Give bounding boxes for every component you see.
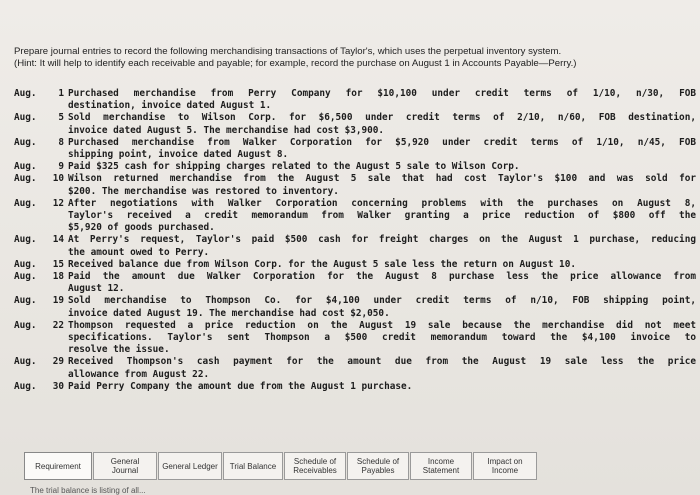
- transactions-list: [14, 88, 696, 393]
- transaction-month: Aug.: [14, 258, 37, 270]
- transaction-line: $5,920 of goods purchased.: [68, 222, 215, 234]
- tab-trial-balance[interactable]: Trial Balance: [223, 452, 283, 480]
- transaction-day: 10: [52, 173, 64, 185]
- transaction-month: Aug.: [14, 197, 37, 209]
- transaction-text: [68, 198, 696, 235]
- tab-income-statement[interactable]: Income Statement: [410, 452, 472, 480]
- transaction-item: [14, 173, 696, 197]
- transaction-text: [68, 320, 696, 357]
- transaction-item: [14, 137, 696, 161]
- transaction-month: Aug.: [14, 161, 37, 173]
- transaction-line: Received balance due from Wilson Corp. for the August 5 sale less the return on August 10.: [68, 258, 576, 270]
- transaction-day: 9: [58, 161, 64, 173]
- transaction-item: [14, 356, 696, 380]
- transaction-item: [14, 234, 696, 258]
- transaction-line: shipping point, invoice dated August 8.: [68, 149, 289, 161]
- transaction-month: Aug.: [14, 112, 37, 124]
- transaction-item: [14, 88, 696, 112]
- transaction-line: invoice dated August 5. The merchandise had cost $3,900.: [68, 124, 385, 136]
- transaction-line: Purchased merchandise from Walker Corporation for $5,920 under credit terms of 1/10, n/45, FOB: [68, 136, 696, 148]
- tab-general-ledger[interactable]: General Ledger: [158, 452, 222, 480]
- instructions-line-2: (Hint: It will help to identify each receivable and payable; for example, record the purchase on August 1 in Accounts Payable—Perry.): [14, 58, 577, 69]
- transaction-text: [68, 381, 696, 393]
- transaction-text: [68, 112, 696, 136]
- transaction-line: Paid Perry Company the amount due from the August 1 purchase.: [68, 380, 413, 392]
- transaction-line: Sold merchandise to Wilson Corp. for $6,500 under credit terms of 2/10, n/60, FOB destination,: [68, 112, 696, 124]
- transaction-text: [68, 271, 696, 295]
- footer-text: The trial balance is listing of all...: [30, 486, 146, 495]
- transaction-line: Taylor's received a credit memorandum from Walker granting a price reduction of $800 off the: [68, 210, 696, 222]
- transaction-item: [14, 198, 696, 235]
- transaction-line: Paid $325 cash for shipping charges related to the August 5 sale to Wilson Corp.: [68, 161, 520, 173]
- transaction-month: Aug.: [14, 136, 37, 148]
- transaction-line: Thompson requested a price reduction on the August 19 sale because the merchandise did not meet: [68, 319, 696, 331]
- transaction-day: 8: [58, 136, 64, 148]
- transaction-text: [68, 259, 696, 271]
- transaction-line: the amount owed to Perry.: [68, 246, 210, 258]
- tab-impact-on-income[interactable]: Impact on Income: [473, 452, 537, 480]
- transaction-line: After negotiations with Walker Corporation concerning problems with the purchases on August 8,: [68, 197, 696, 209]
- transaction-day: 19: [52, 295, 64, 307]
- transaction-text: [68, 161, 696, 173]
- tab-requirement[interactable]: Requirement: [24, 452, 92, 480]
- transaction-item: [14, 259, 696, 271]
- transaction-item: [14, 271, 696, 295]
- transaction-month: Aug.: [14, 319, 37, 331]
- transaction-month: Aug.: [14, 356, 37, 368]
- transaction-item: [14, 112, 696, 136]
- transaction-day: 1: [58, 88, 64, 99]
- transaction-line: Paid the amount due Walker Corporation for the August 8 purchase less the price allowance from: [68, 271, 696, 283]
- transaction-day: 5: [58, 112, 64, 124]
- transaction-text: [68, 356, 696, 380]
- transaction-day: 15: [52, 258, 64, 270]
- transaction-line: Wilson returned merchandise from the August 5 sale that had cost Taylor's $100 and was sold for: [68, 173, 696, 185]
- transaction-text: [68, 234, 696, 258]
- tab-schedule-of-receivables[interactable]: Schedule of Receivables: [284, 452, 346, 480]
- transaction-line: resolve the issue.: [68, 344, 170, 356]
- transaction-line: allowance from August 22.: [68, 368, 210, 380]
- transaction-month: Aug.: [14, 271, 37, 283]
- transaction-month: Aug.: [14, 88, 37, 99]
- transaction-line: Received Thompson's cash payment for the amount due from the August 19 sale less the price: [68, 356, 696, 368]
- transaction-day: 18: [52, 271, 64, 283]
- transaction-line: August 12.: [68, 283, 125, 295]
- instructions: [14, 46, 694, 70]
- transaction-line: $200. The merchandise was restored to inventory.: [68, 185, 339, 197]
- transaction-line: destination, invoice dated August 1.: [68, 100, 272, 112]
- transaction-line: specifications. Taylor's sent Thompson a $500 credit memorandum toward the $4,100 invoice to: [68, 332, 696, 344]
- transaction-month: Aug.: [14, 295, 37, 307]
- transaction-item: [14, 161, 696, 173]
- transaction-text: [68, 173, 696, 197]
- tab-general-journal[interactable]: General Journal: [93, 452, 157, 480]
- transaction-text: [68, 88, 696, 112]
- transaction-month: Aug.: [14, 234, 37, 246]
- transaction-line: Sold merchandise to Thompson Co. for $4,100 under credit terms of n/10, FOB shipping point,: [68, 295, 696, 307]
- transaction-day: 29: [52, 356, 64, 368]
- transaction-day: 22: [52, 319, 64, 331]
- transaction-day: 12: [52, 197, 64, 209]
- transaction-month: Aug.: [14, 380, 37, 392]
- transaction-line: invoice dated August 19. The merchandise had cost $2,050.: [68, 307, 390, 319]
- tab-schedule-of-payables[interactable]: Schedule of Payables: [347, 452, 409, 480]
- transaction-item: [14, 320, 696, 357]
- transaction-day: 30: [52, 380, 64, 392]
- transaction-month: Aug.: [14, 173, 37, 185]
- transaction-day: 14: [52, 234, 64, 246]
- transaction-item: [14, 381, 696, 393]
- transaction-line: At Perry's request, Taylor's paid $500 cash for freight charges on the August 1 purchase, reducing: [68, 234, 696, 246]
- transaction-item: [14, 295, 696, 319]
- transaction-text: [68, 137, 696, 161]
- instructions-line-1: Prepare journal entries to record the following merchandising transactions of Taylor's, which uses the perpetual inventory system.: [14, 46, 562, 57]
- transaction-text: [68, 295, 696, 319]
- answer-tabs: [24, 452, 538, 480]
- transaction-line: Purchased merchandise from Perry Company for $10,100 under credit terms of 1/10, n/30, FOB: [68, 88, 696, 99]
